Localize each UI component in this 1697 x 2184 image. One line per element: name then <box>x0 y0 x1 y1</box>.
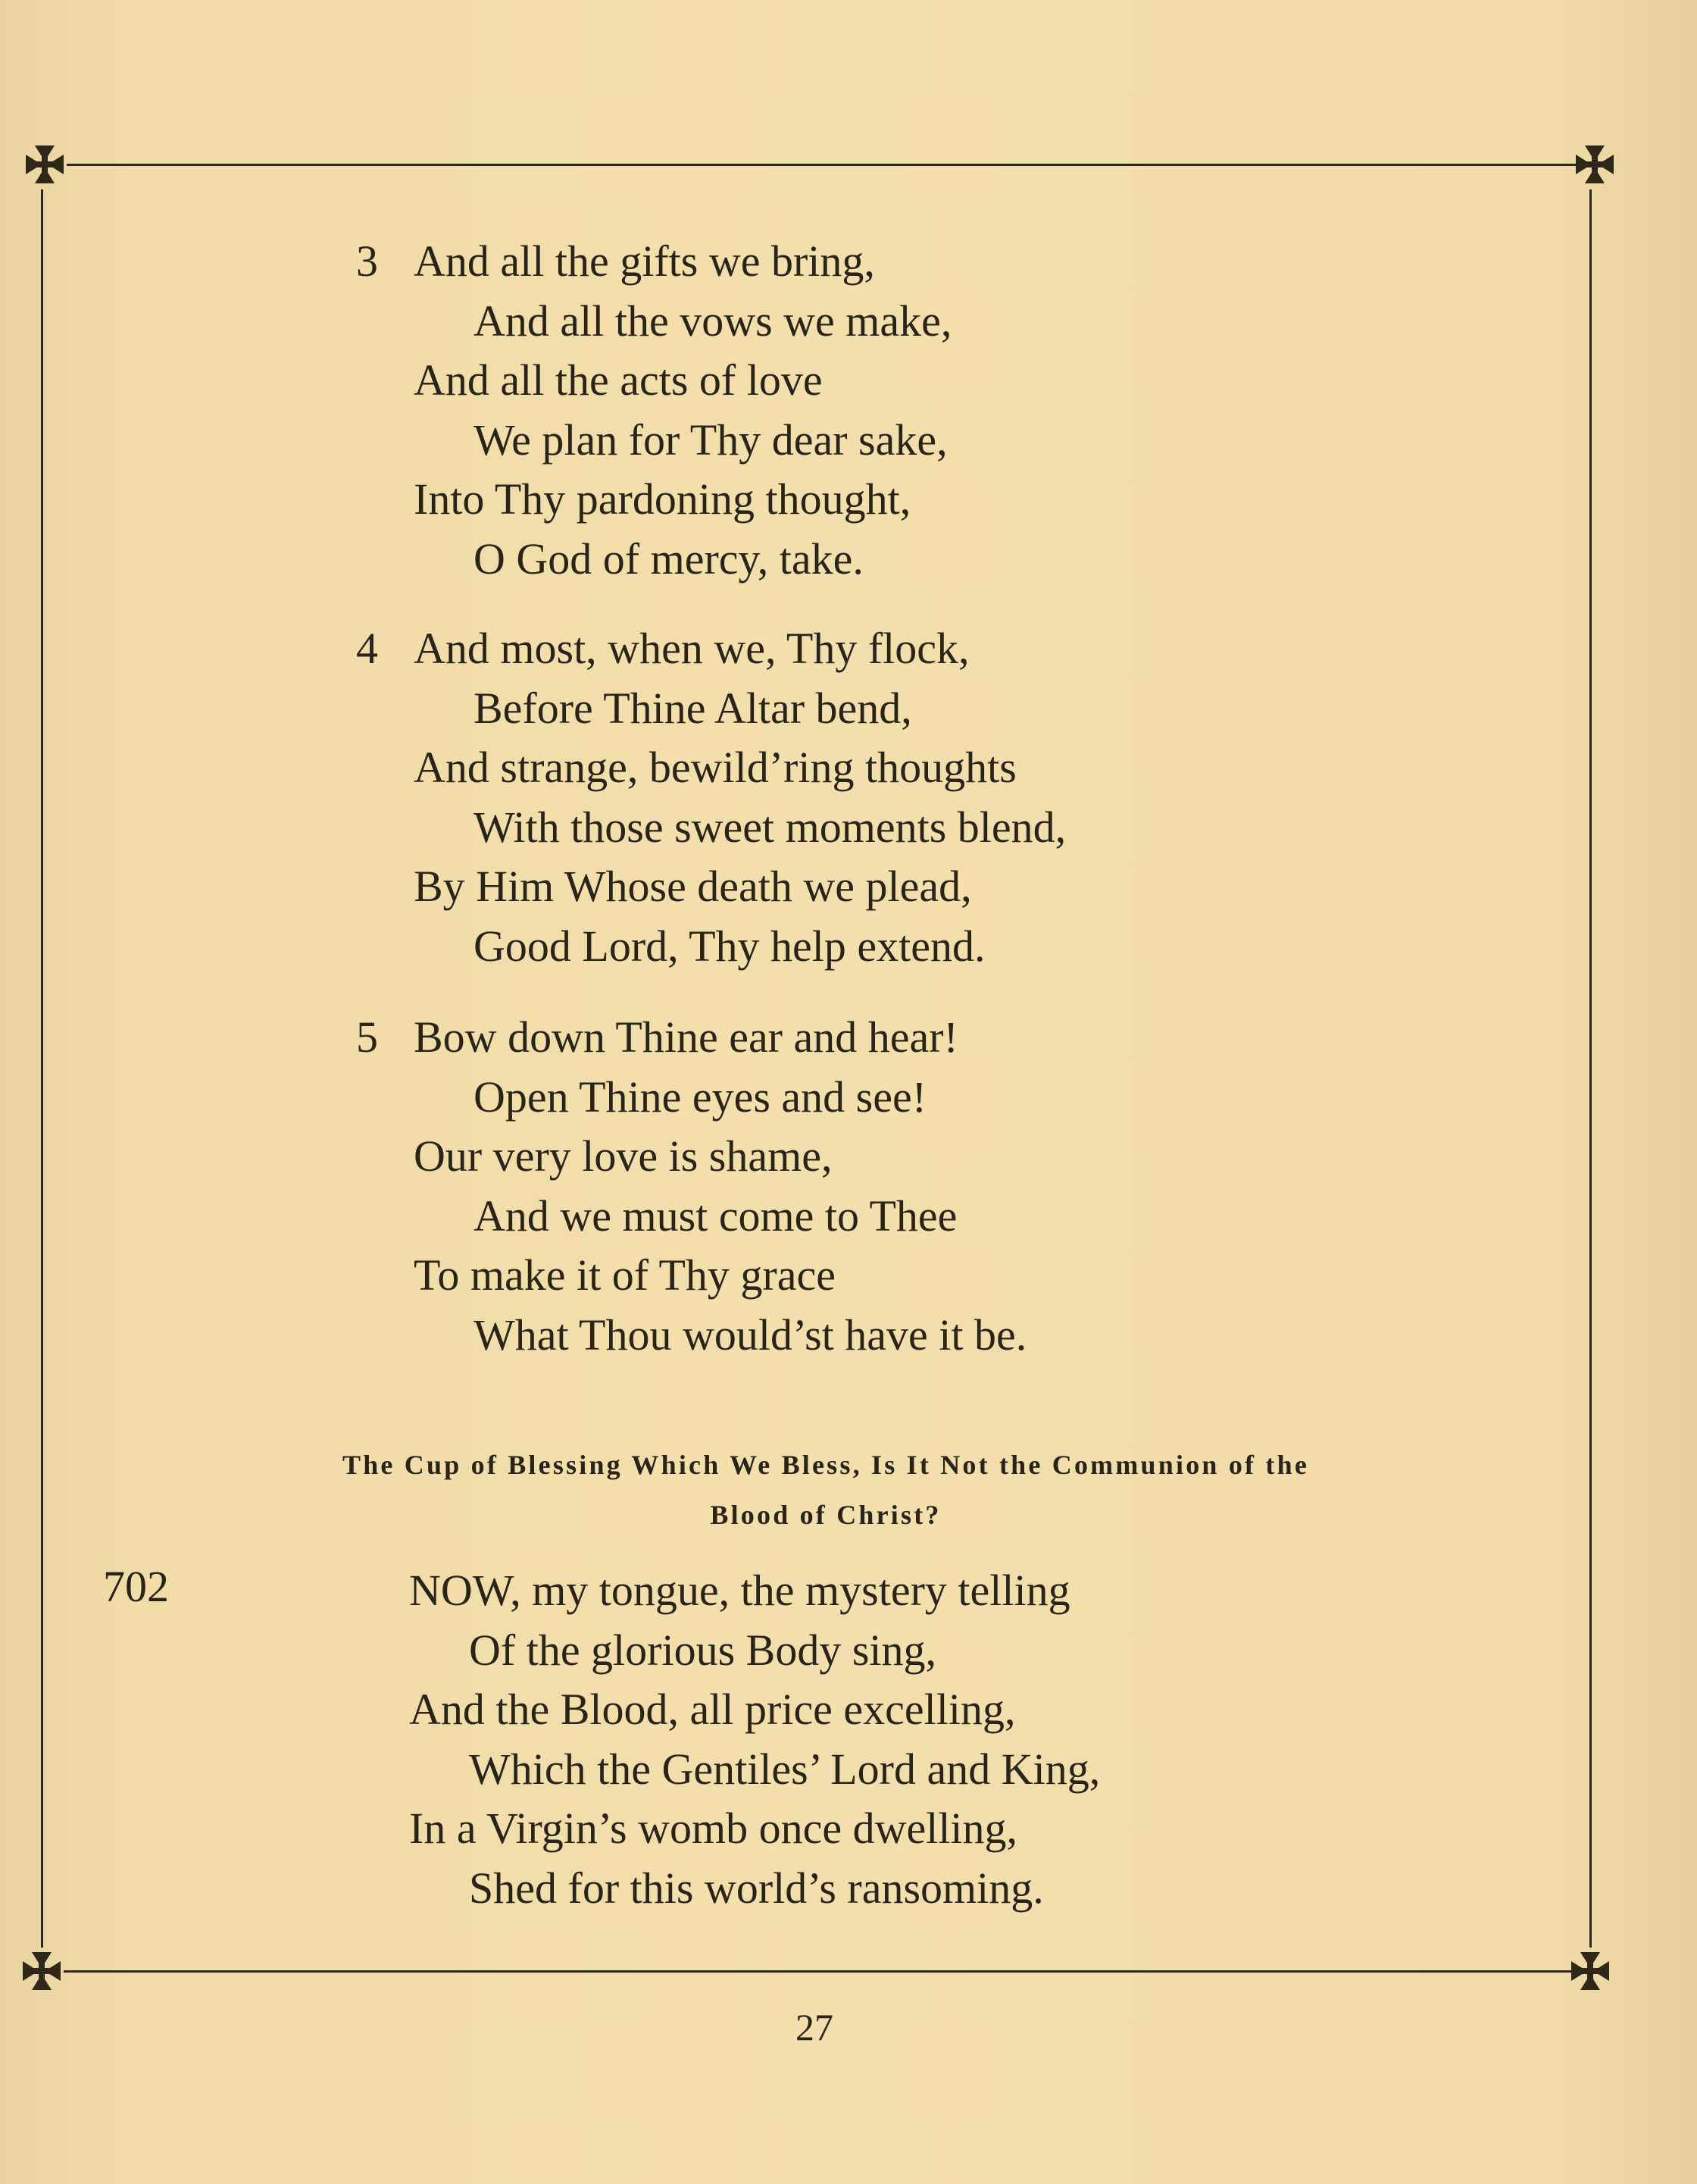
verse-line: With those sweet moments blend, <box>473 802 1067 852</box>
verse-line: And all the vows we make, <box>473 296 952 346</box>
stanza-number: 4 <box>356 624 378 673</box>
verse-line: We plan for Thy dear sake, <box>473 415 948 465</box>
verse-line: And most, when we, Thy flock, <box>414 624 970 673</box>
hymn-number: 702 <box>103 1562 169 1611</box>
stanza-number: 5 <box>356 1012 378 1062</box>
maltese-cross-icon <box>21 1951 62 1992</box>
hymn-heading-line-1: The Cup of Blessing Which We Bless, Is It Not the Communion of the <box>342 1450 1309 1480</box>
verse-line: Open Thine eyes and see! <box>473 1072 927 1122</box>
hymn-heading-line-2: Blood of Christ? <box>710 1500 942 1530</box>
verse-line: Of the glorious Body sing, <box>469 1625 937 1675</box>
verse-line: Good Lord, Thy help extend. <box>473 921 986 971</box>
verse-line: Bow down Thine ear and hear! <box>414 1012 958 1062</box>
verse-line: Shed for this world’s ransoming. <box>469 1863 1044 1913</box>
left-rule <box>41 189 43 1948</box>
verse-line: O God of mercy, take. <box>473 534 864 584</box>
page-number: 27 <box>795 2006 833 2048</box>
hymn-heading <box>129 1440 1523 1540</box>
verse-line: And all the gifts we bring, <box>414 236 875 286</box>
maltese-cross-icon <box>1574 144 1615 185</box>
verse-line: What Thou would’st have it be. <box>473 1310 1027 1360</box>
maltese-cross-icon <box>24 144 65 185</box>
top-rule <box>67 164 1582 166</box>
verse-line: In a Virgin’s womb once dwelling, <box>409 1804 1018 1854</box>
verse-line: And all the acts of love <box>414 355 823 405</box>
bottom-rule <box>64 1970 1579 1973</box>
verse-line: Into Thy pardoning thought, <box>414 474 911 524</box>
verse-line: And we must come to Thee <box>473 1191 958 1241</box>
verse-line: Which the Gentiles’ Lord and King, <box>469 1744 1101 1794</box>
verse-line: Our very love is shame, <box>414 1131 833 1181</box>
verse-line: NOW, my tongue, the mystery telling <box>409 1566 1070 1615</box>
verse-line: And the Blood, all price excelling, <box>409 1685 1016 1735</box>
maltese-cross-icon <box>1570 1951 1611 1992</box>
verse-line: To make it of Thy grace <box>414 1250 836 1300</box>
verse-line: Before Thine Altar bend, <box>473 683 912 733</box>
verse-line: And strange, bewild’ring thoughts <box>414 743 1017 793</box>
verse-line: By Him Whose death we plead, <box>414 862 972 912</box>
stanza-number: 3 <box>356 236 378 286</box>
right-rule <box>1589 189 1592 1948</box>
